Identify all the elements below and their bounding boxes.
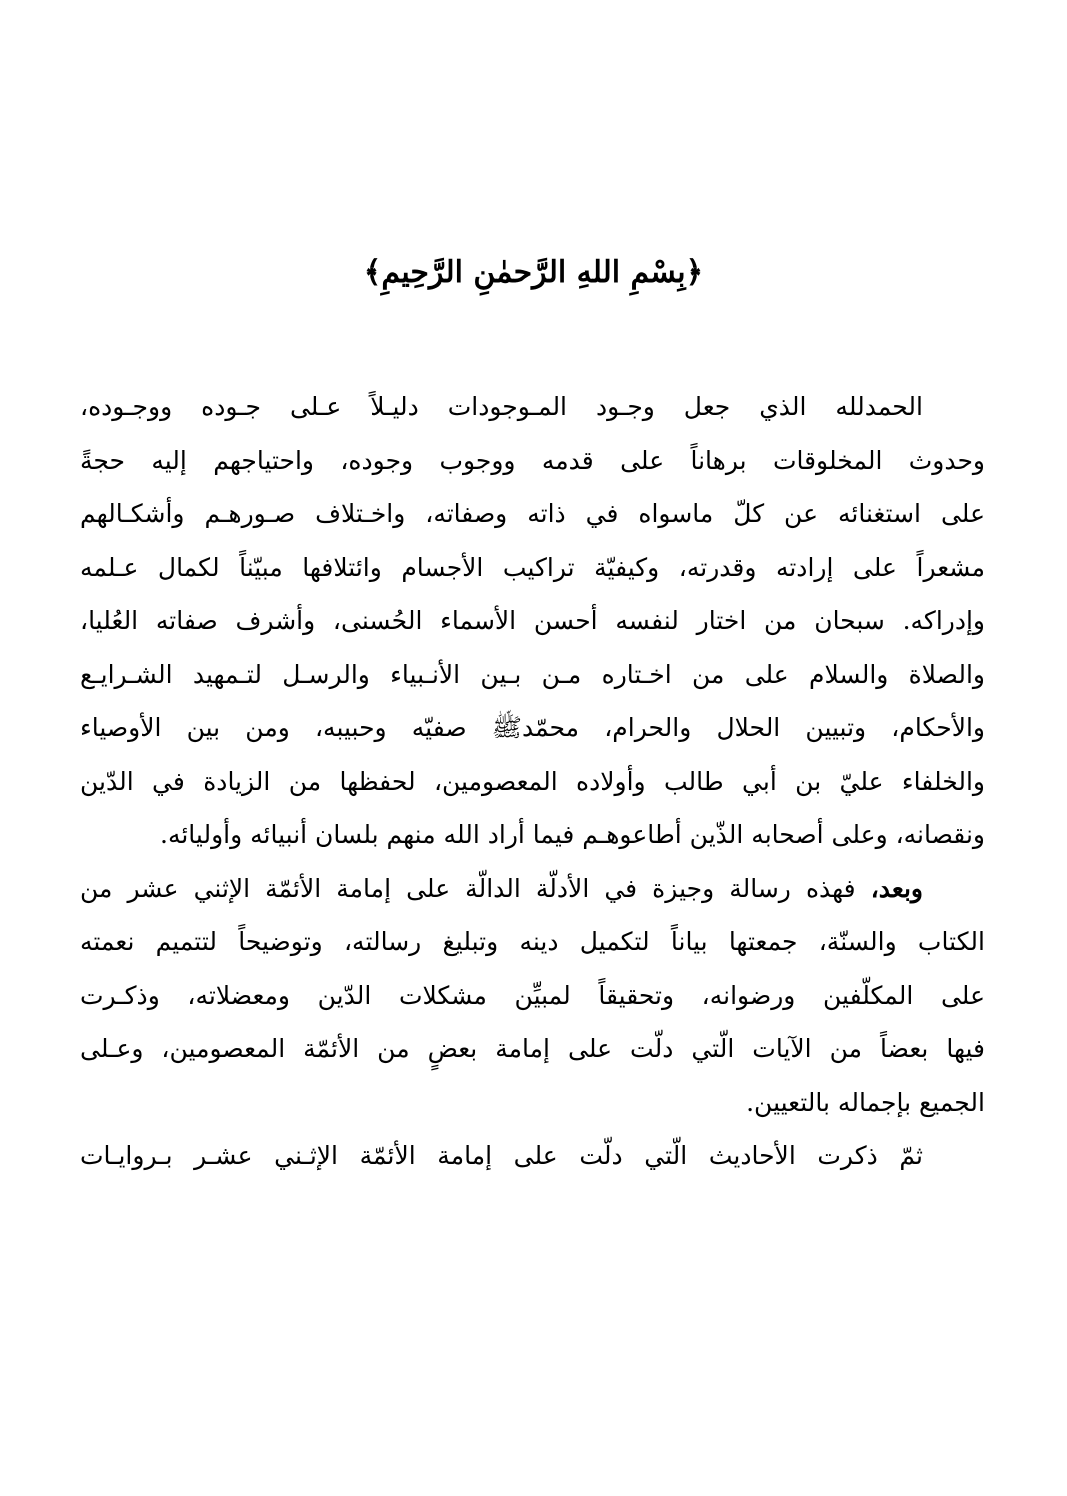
text-line: وحدوث المخلوقات برهاناً على قدمه ووجوب وجوده، واحتياجهم إليه حجةً [80, 445, 985, 475]
text-line-rest: فهذه رسالة وجيزة في الأدلّة الدالّة على إمامة الأئمّة الإثني عشر من [80, 873, 871, 903]
paragraph-praise [80, 380, 985, 862]
text-line: على استغنائه عن كلّ ماسواه في ذاته وصفاته، واخـتلاف صـورهـم وأشكـالهم [80, 499, 985, 528]
text-line: الجميع بإجماله بالتعيين. [746, 1087, 985, 1117]
document-body [80, 380, 985, 1183]
text-line: الكتاب والسنّة، جمعتها بياناً لتكميل دينه وتبليغ رسالته، وتوضيحاً لتتميم نعمته [80, 927, 985, 956]
text-line: والصلاة والسلام على من اخـتاره مـن بـين الأنـبياء والرسـل لتـمهيد الشـرايـع [80, 659, 985, 689]
text-line: الحمدلله الذي جعل وجـود المـوجودات دليـلاً عـلى جـوده ووجـوده، [80, 392, 923, 421]
text-line: والأحكام، وتبيين الحلال والحرام، محمّدﷺ صفيّه وحبيبه، ومن بين الأوصياء [80, 713, 985, 742]
paragraph-purpose [80, 862, 985, 1130]
text-line: على المكلّفين ورضوانه، وتحقيقاً لمبيِّن مشكلات الدّين ومعضلاته، وذكـرت [80, 980, 985, 1010]
text-line: فيها بعضاً من الآيات الّتي دلّت على إمامة بعضٍ من الأئمّة المعصومين، وعـلى [80, 1034, 985, 1063]
text-line: مشعراً على إرادته وقدرته، وكيفيّة تراكيب الأجسام وائتلافها مبيّناً لكمال عـلمه [80, 552, 985, 582]
text-line: والخلفاء عليّ بن أبي طالب وأولاده المعصومين، لحفظها من الزيادة في الدّين [80, 766, 985, 796]
text-line: وإدراكه. سبحان من اختار لنفسه أحسن الأسماء الحُسنى، وأشرف صفاته العُليا، [80, 606, 985, 635]
lead-word: وبعد، [870, 873, 923, 903]
text-line [80, 862, 985, 916]
text-line: ونقصانه، وعلى أصحابه الذّين أطاعوهـم فيما أراد الله منهم بلسان أنبيائه وأوليائه. [160, 820, 985, 849]
paragraph-hadith [80, 1129, 985, 1183]
basmala-heading: ﴿بِسْمِ اللهِ الرَّحمٰنِ الرَّحِيمِ﴾ [363, 255, 704, 290]
text-line: ثمّ ذكرت الأحاديث الّتي دلّت على إمامة الأئمّة الإثـني عشـر بـروايـات [80, 1141, 923, 1170]
